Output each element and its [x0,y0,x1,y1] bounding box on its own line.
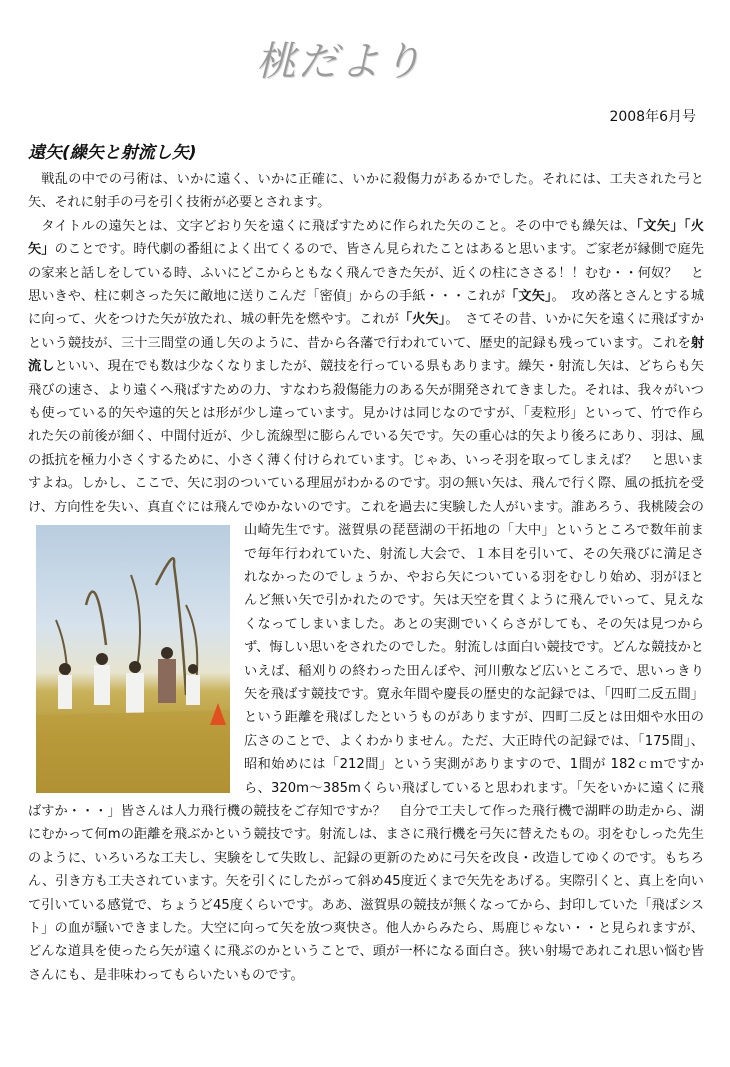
bold-term: 「火矢」 [398,312,446,328]
archers-in-field-photo [36,525,230,793]
article-heading: 遠矢(繰矢と射流し矢) [28,143,197,163]
bold-term: 射流し [28,335,704,375]
newsletter-title: 桃だより [256,39,424,85]
bold-term: 「文矢」「火矢」 [28,218,704,258]
bold-term: 「文矢」 [505,289,552,305]
article-body [28,168,704,987]
text-run: のことです。時代劇の番組によく出てくるので、皆さん見られたことはあると思います。ご家老が縁側で庭先の家来と話しをしている時、ふいにどこからともなく飛んできた矢が、近くの柱にささる！！むむ・・何奴？ と思いきや、柱に刺さった矢に敵地に送りこんだ「密偵」からの手紙・・・これが [28,242,704,305]
text-run: といい、現在でも数は少なくなりましたが、競技を行っている県もあります。繰矢・射流し矢は、どちらも矢飛びの速さ、より遠くへ飛ばすための力、すなわち殺傷能力のある矢が開発されてきました。それは、我々がいつも使っている的矢や遠的矢とは形が少し違っています。見かけは同じなのですが、「麦粒形」といって、竹で作られた矢の前後が細く、中間付近が、少し流線型に膨らんでいる矢です。矢の重心は的矢より後ろにあり、羽は、風の抵抗を極力小さくするために、小さく薄く付けられています。じゃあ、いっそ羽を取ってしまえば？ と思いますよね。しかし、ここで、矢に羽のついている理屈がわかるのです。羽の無い矢は、飛んで行く際、風の抵抗を受け、方向性を失い、真直ぐには飛んでゆかないのです。これを過去に実験した人がいます。誰あろう、我桃陵会の山崎先生です。 [28,359,704,539]
text-run: 。 攻め落とさんとする城に向って、火をつけた矢が放たれ、城の軒先を燃やす。これが [28,289,705,328]
text-run: タイトルの遠矢とは、文字どおり矢を遠くに飛ばすために作られた矢のこと。その中でも繰矢は、 [41,218,637,234]
text-run: 。 さてその昔、いかに矢を遠くに飛ばすかという競技が、三十三間堂の通し矢のように、昔から各藩で行われていて、歴史的記録も残っています。これを [28,312,704,351]
paragraph-main [28,215,704,987]
text-run: 滋賀県の琵琶湖の干拓地の「大中」というところで数年前まで毎年行われていた、射流し大会で、１本目を引いて、その矢飛びに満足されなかったのでしょうか、やおら矢についている羽をむしり始め、羽がほとんど無い矢で引かれたのです。矢は天空を貫くように飛んでいって、見えなくなってしまいました。あとの実測でいくらさがしても、その矢は見つからず、悔しい思いをされたのでした。射流しは面白い競技です。どんな競技かといえば、稲刈りの終わった田んぼや、河川敷など広いところで、思いっきり矢を飛ばす競技です。寛永年間や慶長の歴史的な記録では、「四町二反五間」という距離を飛ばしたというものがありますが、四町二反とは田畑や水田の広さのことで、よくわかりません。ただ、大正時代の記録では、「175間」、昭和始めには「212間」という実測がありますので、1間が 182ｃｍですから、320m〜385mくらい飛ばしていると思われます。「矢をいかに遠くに飛ばすか・・・」皆さんは人力飛行機の競技をご存知ですか？ 自分で工夫して作った飛行機で湖畔の助走から、湖にむかって何mの距離を飛ぶかという競技です。射流しは、まさに飛行機を弓矢に替えたもの。羽をむしった先生のように、いろいろな工夫し、実験をして失敗し、記録の更新のために弓矢を改良・改造してゆくのです。もちろん、引き方も工夫されています。矢を引くにしたがって斜め45度近くまで矢先をあげる。実際引くと、真上を向いて引いている感覚で、ちょうど45度くらいです。ああ、滋賀県の競技が無くなってから、封印していた「飛ばシスト」の血が騒いできました。大空に向って矢を放つ爽快さ。他人からみたら、馬鹿じゃない・・と見られますが、どんな道具を使ったら矢が遠くに飛ぶのかということで、頭が一杯になる面白さ。狭い射場であれこれ思い悩む皆さんにも、是非味わってもらいたいものです。 [28,523,705,983]
paragraph-intro: 戦乱の中での弓術は、いかに遠く、いかに正確に、いかに殺傷力があるかでした。それには、工夫された弓と矢、それに射手の弓を引く技術が必要とされます。 [28,172,704,211]
issue-date: 2008年6月号 [609,109,696,125]
